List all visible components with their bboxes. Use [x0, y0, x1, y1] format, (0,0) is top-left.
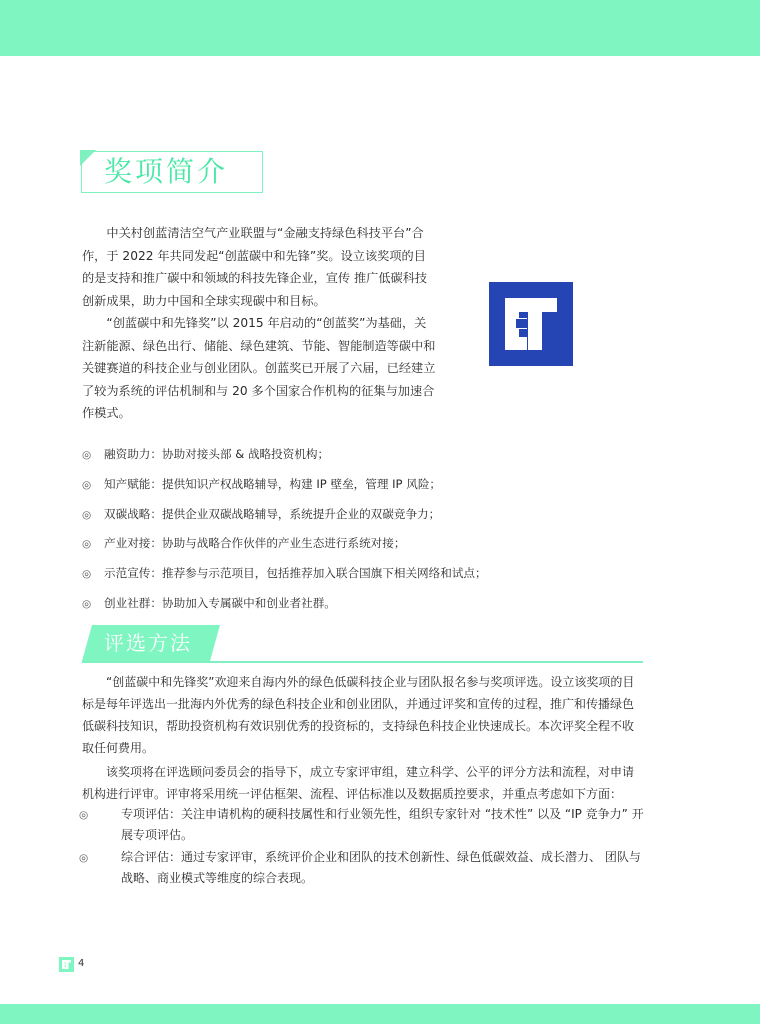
list-item [82, 500, 502, 530]
circle-bullet-icon: ◎ [82, 508, 92, 521]
list-item-text: 专项评估：关注申请机构的硬科技属性和行业领先性，组织专家针对 “技术性” 以及 “IP 竞争力” 开展专项评估。 [121, 807, 644, 842]
list-item [82, 529, 502, 559]
intro-paragraph-1: 中关村创蓝清洁空气产业联盟与“金融支持绿色科技平台”合作，于 2022 年共同发起“创蓝碳中和先锋”奖。设立该奖项的目的是支持和推广碳中和领域的科技先锋企业，宣传 推广低碳科技创新成果，助力中国和全球实现碳中和目标。 [82, 226, 428, 308]
list-item-text: 双碳战略：提供企业双碳战略辅导，系统提升企业的双碳竞争力； [104, 506, 441, 521]
list-item [82, 589, 502, 619]
list-item-text: 示范宣传：推荐参与示范项目，包括推荐加入联合国旗下相关网络和试点； [104, 566, 487, 581]
list-item-text: 创业社群：协助加入专属碳中和创业者社群。 [104, 595, 336, 610]
bottom-footer-band [0, 1004, 760, 1024]
section-title-frame [81, 151, 263, 193]
top-header-band [0, 0, 760, 56]
list-item [79, 804, 645, 845]
page-number: 4 [78, 958, 85, 969]
et-logo [489, 282, 573, 366]
circle-bullet-icon: ◎ [79, 809, 89, 821]
circle-bullet-icon: ◎ [82, 538, 92, 551]
circle-bullet-icon: ◎ [82, 449, 92, 461]
section-divider [82, 661, 643, 663]
section-title-method: 评选方法 [104, 631, 192, 655]
circle-bullet-icon: ◎ [82, 478, 92, 491]
circle-bullet-icon: ◎ [79, 852, 89, 864]
list-item-text: 产业对接：协助与战略合作伙伴的产业生态进行系统对接； [104, 536, 406, 551]
benefits-list [82, 440, 502, 619]
list-item-text: 融资助力：协助对接头部 & 战略投资机构； [104, 447, 330, 461]
evaluation-criteria-list [79, 804, 645, 890]
method-paragraph-2: 该奖项将在评选顾问委员会的指导下，成立专家评审组，建立科学、公平的评分方法和流程，对申请机构进行评审。评审将采用统一评估框架、流程、评估标准以及数据质控要求，并重点考虑如下方面： [82, 765, 635, 801]
intro-text [82, 222, 437, 425]
list-item [79, 847, 645, 888]
list-item [82, 559, 502, 589]
footer-et-logo [59, 957, 74, 972]
intro-paragraph-2: “创蓝碳中和先锋奖”以 2015 年启动的“创蓝奖”为基础，关注新能源、绿色出行、储能、绿色建筑、节能、智能制造等碳中和关键赛道的科技企业与创业团队。创蓝奖已开展了六届，已经建立了较为系统的评估机制和与 20 多个国家合作机构的征集与加速合作模式。 [82, 316, 436, 420]
list-item-text: 综合评估：通过专家评审，系统评价企业和团队的技术创新性、绿色低碳效益、成长潜力、 团队与战略、商业模式等维度的综合表现。 [121, 850, 641, 885]
section-title-awards: 奖项简介 [104, 155, 229, 188]
title-corner-decoration [80, 150, 96, 166]
list-item [82, 440, 502, 470]
list-item-text: 知产赋能：提供知识产权战略辅导，构建 IP 壁垒，管理 IP 风险； [104, 476, 442, 491]
method-text [82, 671, 644, 805]
circle-bullet-icon: ◎ [82, 597, 92, 610]
method-paragraph-1: “创蓝碳中和先锋奖”欢迎来自海内外的绿色低碳科技企业与团队报名参与奖项评选。设立该奖项的目标是每年评选出一批海内外优秀的绿色科技企业和创业团队，并通过评奖和宣传的过程，推广和传播绿色低碳科技知识，帮助投资机构有效识别优秀的投资标的，支持绿色科技企业快速成长。本次评奖全程不收取任何费用。 [82, 675, 635, 755]
list-item [82, 470, 502, 500]
circle-bullet-icon: ◎ [82, 568, 92, 581]
